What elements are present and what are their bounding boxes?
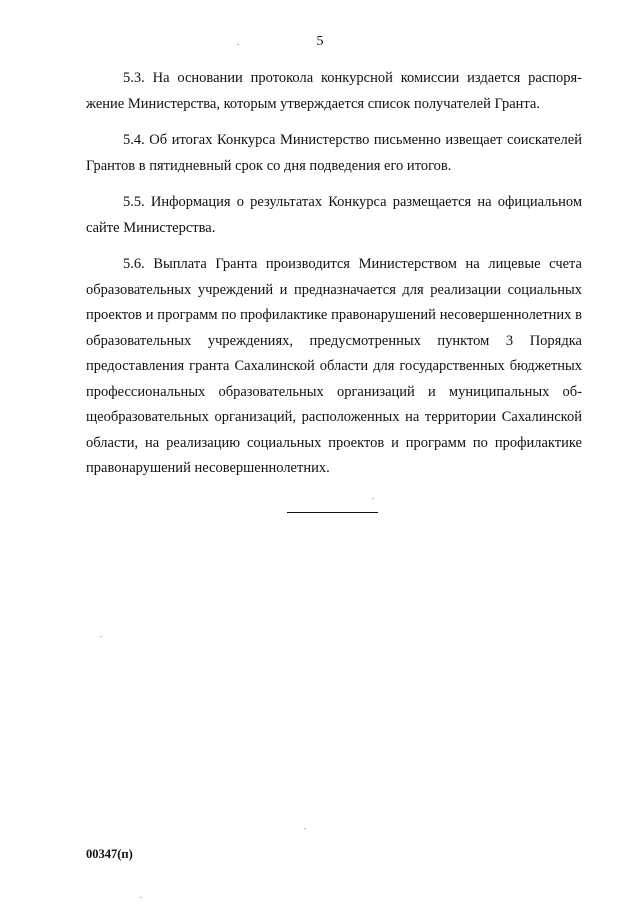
paragraph-5-5: 5.5. Информация о результатах Конкурса размещается на официальном сайте Министерства.: [86, 194, 582, 236]
scan-speck: [100, 636, 102, 637]
document-code: 00347(п): [86, 847, 133, 861]
document-body: [86, 66, 582, 493]
end-divider-line: [287, 512, 378, 513]
paragraph-5-3: 5.3. На основании протокола конкурсной комиссии издается распоряжение Министерства, которым утверждается список получателей Гранта.: [86, 70, 582, 112]
scan-speck: [237, 44, 239, 45]
paragraph-5-4: 5.4. Об итогах Конкурса Министерство письменно извещает соискателей Грантов в пятидневный срок со дня подведения его итогов.: [86, 132, 582, 174]
scan-speck: [304, 828, 306, 829]
paragraph-5-6: 5.6. Выплата Гранта производится Министерством на лицевые счета образовательных учреждений и предназначается для реализации социальных проектов и программ по профилактике правонарушений несовершеннолетних в образовательных учреждениях, предусмотренных пунктом 3 Порядка предоставления гранта Сахалинской области для государственных бюджетных профессиональных образовательных организаций и муниципальных общеобразовательных организаций, расположенных на территории Сахалинской области, на реализацию социальных проектов и программ по профилактике правонарушений несовершеннолетних.: [86, 256, 582, 476]
scan-speck: [140, 897, 142, 898]
page-number: 5: [316, 34, 324, 49]
scan-speck: [372, 498, 374, 499]
